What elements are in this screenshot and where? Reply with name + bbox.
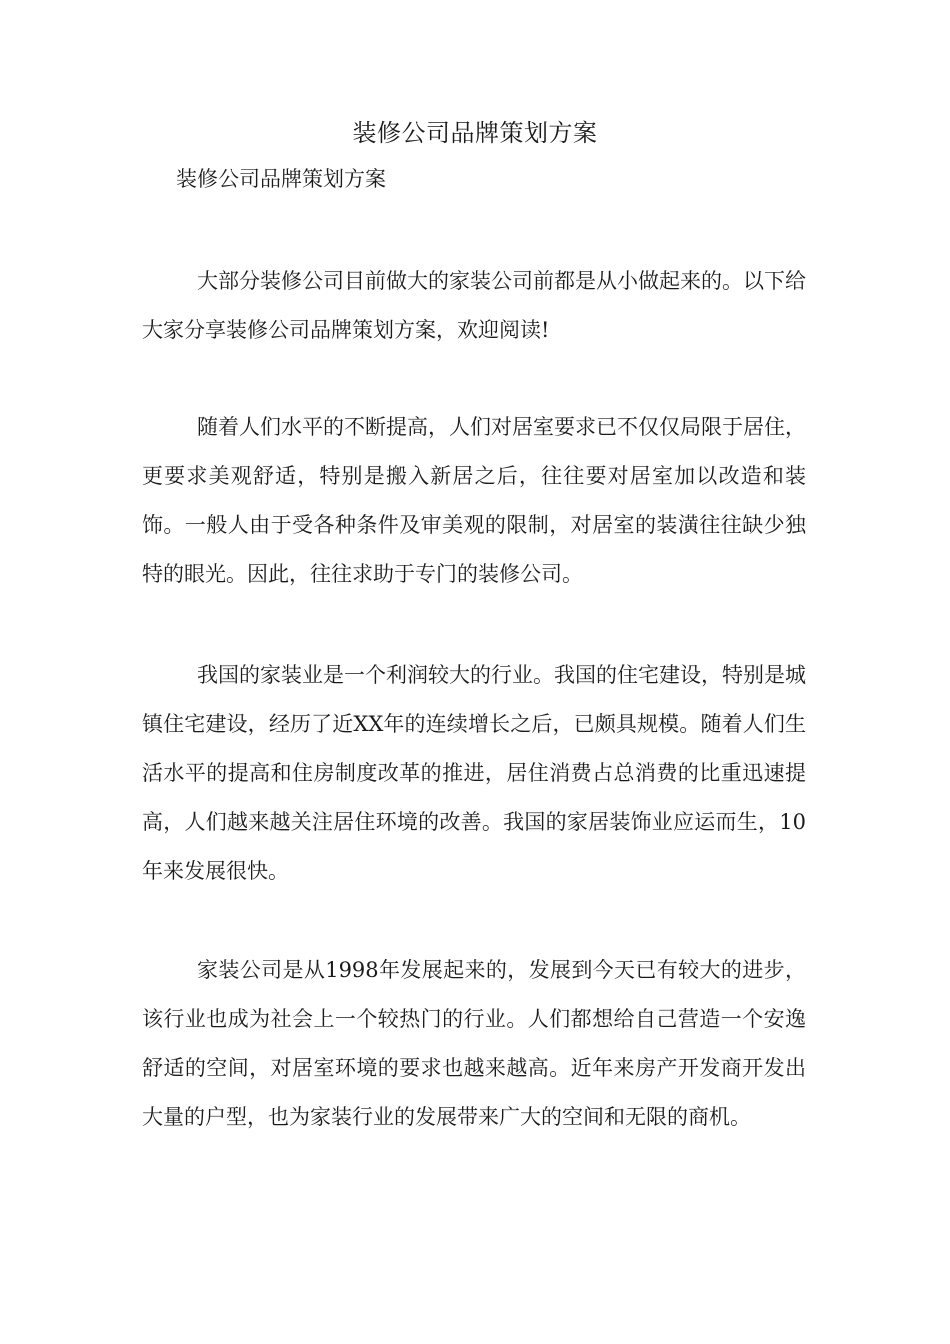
paragraph-block	[142, 946, 806, 1142]
document-subtitle: 装修公司品牌策划方案	[176, 167, 386, 191]
paragraph-block	[142, 651, 806, 896]
paragraph-block	[142, 403, 806, 599]
document-title: 装修公司品牌策划方案	[352, 119, 598, 147]
paragraph-block	[142, 257, 806, 355]
paragraph-living-standards: 随着人们水平的不断提高，人们对居室要求已不仅仅局限于居住，更要求美观舒适，特别是搬入新居之后，往往要对居室加以改造和装饰。一般人由于受各种条件及审美观的限制，对居室的装潢往往缺少独特的眼光。因此，往往求助于专门的装修公司。	[142, 415, 806, 586]
paragraph-history: 家装公司是从1998年发展起来的，发展到今天已有较大的进步，该行业也成为社会上一个较热门的行业。人们都想给自己营造一个安逸舒适的空间，对居室环境的要求也越来越高。近年来房产开发商开发出大量的户型，也为家装行业的发展带来广大的空间和无限的商机。	[142, 958, 806, 1129]
paragraph-industry: 我国的家装业是一个利润较大的行业。我国的住宅建设，特别是城镇住宅建设，经历了近XX年的连续增长之后，已颇具规模。随着人们生活水平的提高和住房制度改革的推进，居住消费占总消费的比重迅速提高，人们越来越关注居住环境的改善。我国的家居装饰业应运而生，10年来发展很快。	[142, 663, 806, 883]
paragraph-intro: 大部分装修公司目前做大的家装公司前都是从小做起来的。以下给大家分享装修公司品牌策划方案，欢迎阅读!	[142, 269, 806, 342]
